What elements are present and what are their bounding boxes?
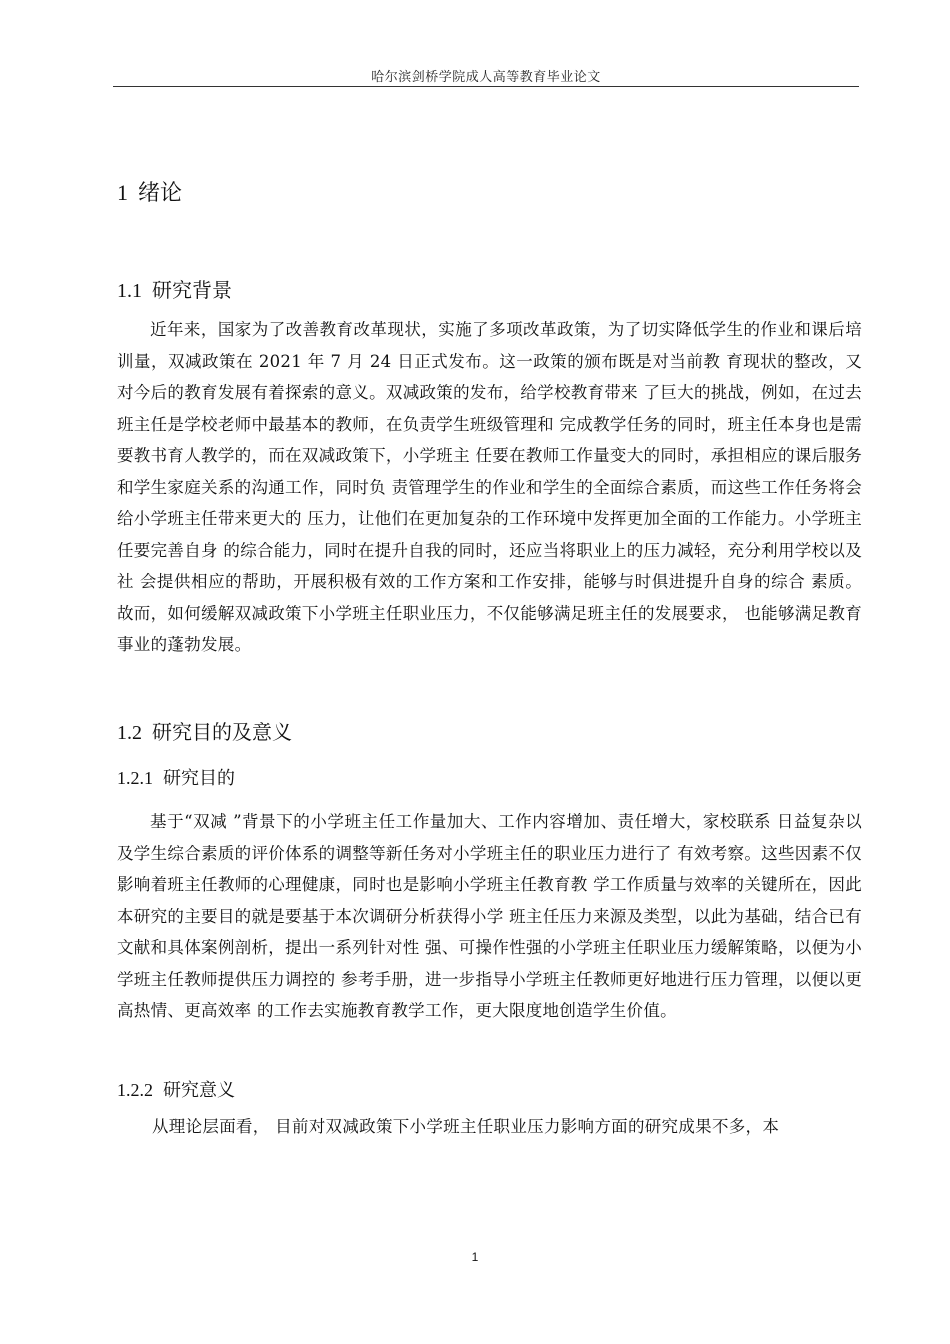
body-paragraph-significance: 从理论层面看， 目前对双减政策下小学班主任职业压力影响方面的研究成果不多，本 bbox=[152, 1117, 780, 1136]
section-number: 1.1 bbox=[117, 280, 142, 302]
running-header: 哈尔滨剑桥学院成人高等教育毕业论文 bbox=[371, 70, 601, 85]
subsection-heading-1-2-1 bbox=[117, 764, 235, 790]
body-paragraph-background: 近年来，国家为了改善教育改革现状，实施了多项改革政策，为了切实降低学生的作业和课后培训量，双减政策在 2021 年 7 月 24 日正式发布。这一政策的颁布既是对当前教 育现状的整改，又对今后的教育发展有着探索的意义。双减政策的发布，给学校教育带来 了巨大的挑战，例如，在过去班主任是学校老师中最基本的教师，在负责学生班级管理和 完成教学任务的同时，班主任本身也是需要教书育人教学的，而在双减政策下，小学班主 任要在教师工作量变大的同时，承担相应的课后服务和学生家庭关系的沟通工作，同时负 责管理学生的作业和学生的全面综合素质，而这些工作任务将会给小学班主任带来更大的 压力，让他们在更加复杂的工作环境中发挥更加全面的工作能力。小学班主任要完善自身 的综合能力，同时在提升自我的同时，还应当将职业上的压力减轻，充分利用学校以及社 会提供相应的帮助，开展积极有效的工作方案和工作安排，能够与时俱进提升自身的综合 素质。故而，如何缓解双减政策下小学班主任职业压力，不仅能够满足班主任的发展要求， 也能够满足教育事业的蓬勃发展。 bbox=[117, 320, 862, 654]
section-number: 1.2 bbox=[117, 722, 142, 744]
subsection-title: 研究意义 bbox=[163, 1080, 235, 1101]
body-paragraph-purpose: 基于“双减 ”背景下的小学班主任工作量加大、工作内容增加、责任增大，家校联系 日益复杂以及学生综合素质的评价体系的调整等新任务对小学班主任的职业压力进行了 有效考察。这些因素不仅影响着班主任教师的心理健康，同时也是影响小学班主任教育教 学工作质量与效率的关键所在，因此本研究的主要目的就是要基于本次调研分析获得小学 班主任压力来源及类型，以此为基础，结合已有文献和具体案例剖析，提出一系列针对性 强、可操作性强的小学班主任职业压力缓解策略，以便为小学班主任教师提供压力调控的 参考手册，进一步指导小学班主任教师更好地进行压力管理，以便以更高热情、更高效率 的工作去实施教育教学工作，更大限度地创造学生价值。 bbox=[117, 812, 862, 1020]
section-title: 研究目的及意义 bbox=[152, 720, 292, 744]
chapter-heading bbox=[117, 176, 182, 207]
subsection-title: 研究目的 bbox=[163, 768, 235, 789]
section-title: 研究背景 bbox=[152, 278, 232, 302]
page-number: 1 bbox=[471, 1250, 479, 1264]
section-heading-1-1 bbox=[117, 274, 232, 303]
subsection-number: 1.2.1 bbox=[117, 768, 153, 788]
header-divider bbox=[113, 86, 859, 87]
section-heading-1-2 bbox=[117, 716, 292, 745]
chapter-title: 绪论 bbox=[138, 181, 183, 206]
chapter-number: 1 bbox=[117, 180, 128, 205]
subsection-heading-1-2-2 bbox=[117, 1076, 235, 1102]
subsection-number: 1.2.2 bbox=[117, 1080, 153, 1100]
